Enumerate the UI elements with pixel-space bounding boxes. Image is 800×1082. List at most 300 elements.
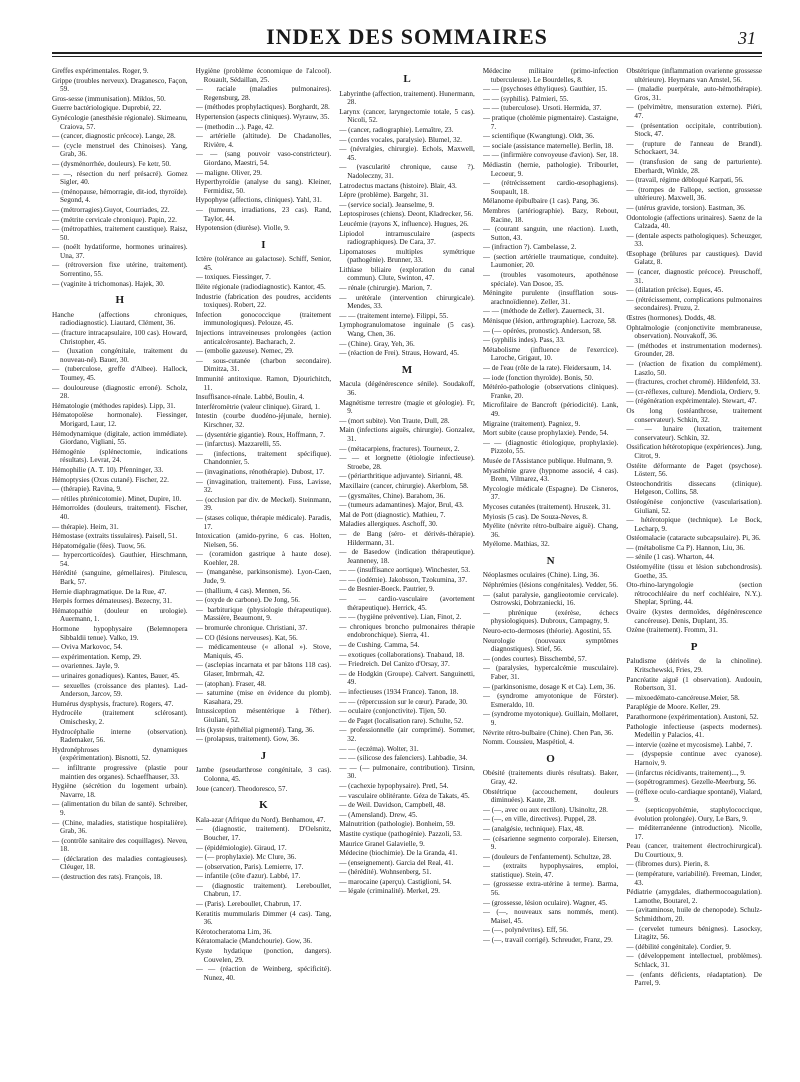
index-entry: Myélome. Mathias, 32. [482,540,550,549]
index-entry: — (rupture de l'anneau de Brandl). Schockaert, 34. [626,139,762,157]
index-entry: Hygiène (problème économique de l'alcool). Rouault, Sédaillan, 25. [195,67,332,84]
index-entry: — (gysmaïtes, Chine). Barahom, 36. [339,491,445,500]
index-entry: — (réaction de Frei). Straus, Howard, 45. [339,349,459,358]
index-entry: — barbiturique (physiologie thérapeutique). Massière, Beaumont, 9. [195,605,332,623]
section-letter-j: J [260,749,267,762]
index-entry: — (Paris). Lereboullet, Chabrun, 17. [195,900,302,909]
index-entry: — (luxation congénitale, traitement du nouveau-né). Bauer, 30. [52,347,188,364]
index-entry: Larynx (cancer, laryngectomie totale, 5 cas). Nicoli, 52. [339,107,475,125]
index-entry: — (tumeurs, irradiations, 23 cas). Rand, Taylor, 44. [195,205,332,223]
index-entry: Hernie diaphragmatique. De la Rue, 47. [52,587,167,596]
index-entry: Humérus dysphysis, fracture). Rogers, 47. [52,699,174,708]
index-entry: — (manganèse, parkinsonisme). Lyon-Caen, Jude, 9. [195,568,332,586]
index-entry: — sexuelles (croissance des plantes). Lad-Anderson, Jarcov, 59. [52,681,188,699]
index-entry: — (utérus gravide, torsion). Eastman, 36. [626,203,746,212]
index-entry: Immunité antitoxique. Ramon, Djourichitch, 11. [195,375,332,392]
index-entry: Mycoses cutanées (traitement). Hruszek, 31. [482,502,611,511]
index-entry: Myasthénie grave (hypnome associé, 4 cas). Brem, Vilmarez, 43. [482,466,619,484]
index-entry: — — (infirmière convoyeuse d'avion). Ser, 18. [482,151,619,160]
index-entry: Hémoptysies (Oxus cutané). Fischer, 22. [52,475,169,484]
index-entry: Insuffisance-rénale. Labbé, Boulin, 4. [195,393,305,402]
index-entry: — (métrite cervicale chronique). Papin, 22. [52,215,177,224]
index-entry: — (température, variabilité). Freeman, Linder, 43. [626,870,762,887]
index-entry: — (noélt hydatiforme, hormones urinaires). Una, 37. [52,243,188,260]
page-header [52,22,762,54]
index-entry: Neuro-ecto-dermoses (théorie). Agostini, 55. [482,627,612,636]
index-entry: Labyrinthe (affection, traitement). Hunermann, 28. [339,89,475,107]
index-entry: Méningite purulente (insufflation sous-arachnoïdienne). Zeller, 31. [482,289,619,306]
index-entry: — (—, en ville, directives). Puppel, 28. [482,815,597,824]
index-entry: — — (tuberculose). Ursoti. Hermida, 37. [482,104,602,113]
index-entry: — — cardio-vasculaire (avortement thérapeutique). Herrick, 45. [339,595,475,612]
index-entry: — (méthodes et instrumentation modernes). Grounder, 28. [626,341,762,359]
index-entry: — (extraits hypophysaires, emploi, statistique). Stein, 47. [482,862,619,879]
index-entry: Ozène (traitement). Fromm, 31. [626,626,718,635]
index-entry: — (enfants déficients, réadaptation). De Parrel, 9. [626,970,762,988]
index-entry: Maxillaire (cancer, chirurgie). Akerblom, 58. [339,481,469,490]
index-entry: Œsophage (brûlures par caustiques). David Galatz, 8. [626,249,762,267]
index-entry: Magnétisme terrestre (magie et géologie). Fr, 9. [339,398,475,416]
index-entry: Herpès formes démateuses). Bezecny, 31. [52,597,172,606]
index-entry: — (développement intellectuel, problèmes). Schlack, 31. [626,952,762,969]
index-entry: — — (psychoses éthyliques). Gauthier, 15. [482,85,608,94]
index-entry: — (invagination, traitement). Fuss, Lavisse, 32. [195,477,332,495]
index-entry: — (parkinsonisme, dosage K et Ca). Lem, 36. [482,682,616,691]
index-entry: — (contrôle sanitaire des coquillages). Neveu, 18. [52,836,188,854]
index-entry: Kérotocheratoma Lim, 36. [195,927,272,936]
index-entry: Hématopathie (douleur en urologie). Auermann, 1. [52,606,188,624]
index-entry: — — (syphilis). Palmieri, 55. [482,94,569,103]
index-entry: Hygiène (sécrétion du logement urbain). Navarre, 18. [52,782,188,799]
index-entry: — urétérale (intervention chirurgicale). Mendes, 33. [339,293,475,311]
index-entry: Névrite rétro-bulbaire (Chine). Chen Pan, 36. [482,728,614,737]
index-entry: — — (— pulmonaire, contribution). Tirsinn, 30. [339,763,475,781]
index-entry: — thérapie). Heim, 31. [52,522,119,531]
index-entry: Pancréatite aiguë (1 observation). Audouin, Robertson, 31. [626,675,762,693]
index-entry: — marocaine (aperçu). Castiglioni, 54. [339,877,452,886]
index-entry: — (rétrécissement, complications pulmonaires secondaires). Pruzu, 2. [626,295,762,313]
index-entry: Interféromètrie (valeur clinique). Girard, 1. [195,402,320,411]
index-entry: Migraine (traitement). Pagniez, 9. [482,419,581,428]
index-entry: — (—, polynévrites). Eff, 56. [482,926,569,935]
index-entry: — mixoedémato-cancéreuse.Meier, 58. [626,693,740,702]
index-entry: — (atophan). Fraser, 48. [195,679,266,688]
index-entry: — (coramidon gastrique à haute dose). Koehler, 28. [195,550,332,567]
index-entry: Iléite régionale (radiodiagnostic). Kantor, 45. [195,283,326,292]
section-letter-p: P [690,640,698,653]
index-entry: — méditerranéenne (introduction). Nicolle, 17. [626,824,762,841]
index-entry: — (méthodes prophylactiques). Borghardt, 28. [195,103,330,112]
index-entry: Neurologie (nouveaux symptômes diagnostiques). Stief, 56. [482,636,619,654]
index-entry: — — (insuffisance aortique). Winchester, 53. [339,566,471,575]
index-entry: — (grossesse extra-utérine à terme). Barma, 56. [482,880,619,898]
index-entry: — (service social). Jeanselme, 9. [339,200,434,209]
index-entry: — (Amensland). Drew, 45. [339,810,418,819]
index-entry: Hémogénie (splénectomie, indications résultats). Levrat, 24. [52,447,188,465]
index-entry: Hépatomégalie (fées). Tuow, 56. [52,541,146,550]
index-entry: — (mort subite). Von Traute, Dull, 28. [339,416,450,425]
index-entry: — (infarctus récidivants, traitement)..., 9. [626,768,746,777]
index-entry: — (syndrome myotonique). Guillain, Mollaret, 9. [482,710,619,727]
index-entry: Os long (ostéanthrose, traitement conservateur). Schkin, 32. [626,406,762,424]
index-entry: — (asclepias incarnata et par bâtons 118 cas). Glaser, Imbrmah, 42. [195,661,332,678]
index-entry: — hypercorticoïdes). Gauthier, Hirschmann, 54. [52,551,188,568]
index-entry: — (grossesse, lésion oculaire). Wagner, 45. [482,898,608,907]
index-entry: Grippe (troubles nerveux). Draganesco, Façon, 59. [52,76,188,94]
index-entry: — (épidémiologie). Giraud, 17. [195,843,287,852]
index-entry: — de Weil. Davidson, Campbell, 48. [339,801,446,810]
index-column-2 [196,67,332,1057]
index-entry: — de Besnier-Boeck. Pautrier, 9. [339,585,435,594]
index-entry: Météréo-pathologie (observations cliniques). Franke, 20. [482,383,619,400]
index-entry: Injections intraveineuses prolongées (action anticalcérosante). Bacharach, 2. [195,329,332,346]
index-entry: — — (traitement interne). Filippi, 55. [339,311,449,320]
index-entry: — (vaginite à trichomonas). Hajek, 30. [52,279,165,288]
section-letter-h: H [115,294,125,307]
index-entry: — oculaire (conjonctivite). Tijen, 50. [339,707,447,716]
index-column-1 [52,67,188,1057]
index-entry: — (embolie gazeuse). Nemec, 29. [195,347,294,356]
index-entry: — expérimentation. Kemp, 29. [52,652,142,661]
index-entry: Hémostase (extraits tissulaires). Paisell, 51. [52,532,178,541]
index-entry: — (déclaration des maladies contagieuses). Cléuger, 18. [52,854,188,872]
index-entry: — professionnelle (air comprimé). Sommer, 32. [339,726,475,743]
index-entry: — (observation, Paris). Lemierre, 17. [195,862,304,871]
index-entry: Malnutrition (pathologie). Bonheim, 59. [339,820,455,829]
index-entry: Infection gonococcique (traitement immunologiques). Pelouze, 45. [195,310,332,328]
index-entry: — légale (criminalité). Merkel, 29. [339,887,440,896]
index-entry: — sous-cutanée (charbon secondaire). Dimitza, 31. [195,356,332,374]
index-entry: — rétiles phrénicotomie). Minet, Dupire, 10. [52,494,182,503]
index-entry: — (maladie puerpérale, auto-hémothérapie). Gros, 31. [626,85,762,102]
index-entry: — — et lorgnette (étiologie infectieuse). Stroebe, 28. [339,454,475,471]
index-entry: — (transfusion de sang de parturiente). Eberhardt, Winkle, 28. [626,157,762,175]
index-entry: — de l'eau (rôle de la rate). Fleidersaum, 14. [482,364,612,372]
index-entry: — (diagnostic, traitement). D'Oelsnitz, Boucher, 17. [195,825,332,842]
index-entry: Latrodectus mactans (histoire). Blair, 43. [339,181,457,190]
index-entry: — de Hodgkin (Groupe). Calvert. Sanguinetti, 49. [339,669,475,687]
index-entry: — sociale (assistance maternelle). Berlin, 18. [482,141,614,150]
section-letter-l: L [403,73,411,85]
index-entry: — (métabolisme Ca P). Hannon, Liu, 36. [626,543,745,552]
index-entry: — (dyspepsie continue avec cyanose). Harnoiv, 9. [626,750,762,767]
index-entry: Médiastin (hernie, pathologie). Tribourlet, Lecoeur, 9. [482,160,619,178]
index-entry: Kala-azar (Afrique du Nord). Benhamou, 47. [195,815,326,824]
index-entry: Obstétrique (accouchement, douleurs diminuées). Kaute, 28. [482,787,619,805]
index-entry: — — lunaire (luxation, traitement conservateur). Schkin, 32. [626,425,762,442]
index-entry: Ophtalmologie (conjonctivite membraneuse, observation). Nouvakoff, 36. [626,323,762,341]
index-entry: — (Chine). Gray, Yeh, 36. [339,339,415,348]
index-entry: — intervie (ozène et mycosisme). Lahbé, 7. [626,740,753,749]
index-entry: Hyperthyroïdie (analyse du sang). Kleiner, Fermidisz, 50. [195,178,332,195]
index-entry: — chroniques broncho pulmonaires thérapie endobronchique). Sierra, 41. [339,622,475,640]
index-entry: Kératomalacie (Mandchourie). Gow, 36. [195,937,313,946]
index-entry: — — (iodémie). Jakobsson, Tzokumina, 37. [339,575,468,584]
index-entry: Oto-rhino-laryngologie (section rétrocochléaire du nerf cochléaire, N.Y.). Sheplar, Sprüng, 44. [626,581,762,607]
index-entry: — — (répercussion sur le cœur). Parade, 30. [339,697,468,706]
index-entry: Hématologie (méthodes rapides). Lipp, 31. [52,401,176,410]
index-entry: — (occlusion par div. de Meckel). Steinmann, 39. [195,495,332,513]
index-entry: Leucémie (rayons X, influence). Hugues, 26. [339,219,469,228]
index-columns [52,67,762,1057]
index-entry: Médecine militaire (primo-infection tuberculeuse). Le Bourdelles, 8. [482,67,619,84]
index-entry: — douloureuse (diagnostic erroné). Scholz, 28. [52,383,188,401]
index-entry: — (cancer, radiographie). Lemaître, 23. [339,125,454,134]
index-entry: Ostéomalacie (cataracte subcapsulaire). Pi, 36. [626,534,761,543]
index-entry: — (avitaminose, huile de chenopode). Schulz-Schmidthorn, 20. [626,906,762,924]
index-entry: — (stases colique, thérapie médicale). Paradis, 17. [195,513,332,531]
index-entry: Hémophilie (A. T. 10). Pfenninger, 33. [52,465,164,474]
index-entry: — (cancer, diagnostic précoce). Preuschoff, 31. [626,268,762,285]
index-entry: — (dilatation précise). Eques, 45. [626,286,724,295]
index-entry: Membres (artériographie). Bazy, Rebout, Racine, 18. [482,206,619,224]
index-entry: — (section artérielle traumatique, conduite). Laumonier, 20. [482,252,619,270]
index-entry: Hypertension (aspects cliniques). Wyrauw, 35. [195,112,330,121]
index-entry: — (paralysies, hypercalcémie musculaire). Faber, 31. [482,664,619,681]
index-entry: — (hérédité). Wohnsenberg, 51. [339,868,432,877]
index-entry: Obstétrique (inflammation ovarienne grossesse ultérieure). Heymans van Amstel, 56. [626,67,762,84]
index-entry: Néoplasmes oculaires (Chine). Ling, 36. [482,571,600,580]
index-entry: — (névralgies, chirurgie). Echols, Maxwell, 45. [339,145,475,162]
index-entry: — (vascularité chronique, cause ?). Nadoleczny, 31. [339,163,475,180]
index-entry: — (cachexie hypophysaire). Pretl, 54. [339,781,449,790]
index-entry: — (régénération expérimentale). Stewart, 47. [626,397,757,406]
index-entry: Intoxication (amido-pyrine, 6 cas. Holten, Nielsen, 56. [195,532,332,549]
index-entry: — vasculaire oblitérante. Géza de Takats, 45. [339,791,470,800]
index-entry: Ovaire (kystes dermoïdes, dégénérescence cancéreuse). Denis, Duplant, 35. [626,608,762,625]
index-entry: — (ondes courtes). Bisschembé, 57. [482,654,587,663]
index-entry: — (infraction ?). Cambelasse, 2. [482,243,577,252]
index-entry: — (tumeurs adamantines). Major, Brul, 43. [339,501,464,510]
index-entry: — (fibromes durs). Pierin, 8. [626,860,710,869]
index-entry: Main (infections aiguës, chirurgie). Gonzalez, 31. [339,426,475,443]
index-entry: — (cycle menstruel des Chinoises). Yang, Grab, 36. [52,141,188,159]
index-entry: — (sopétrogrammes). Gezelle-Meerburg, 56. [626,778,757,787]
index-entry: — (trompes de Fallope, section, grossesse ultérieure). Maxwell, 36. [626,185,762,203]
index-entry: — iode (fonction thyroïde). Bonis, 50. [482,373,594,382]
index-entry: Hémorroïdes (douleurs, traitement). Fischer, 40. [52,504,188,521]
index-entry: Osteochondritis dissecans (clinique). Helgeson, Collins, 58. [626,479,762,497]
index-entry: — (cervelet tumeurs bénignes). Lasocksy, Litagitz, 56. [626,924,762,942]
index-entry: — exotiques (collaborations). Tnabaud, 18. [339,650,465,659]
index-entry: — (salut paralysie, ganglieotomie cervicale). Ostrowski, Dobrzaniecki, 16. [482,590,619,608]
index-entry: — — (silicose des faïenciers). Lahbadie, 34. [339,754,468,763]
index-entry: — pratique (cholémie pigmentaire). Castaigne, 7. [482,113,619,131]
index-entry: — (— opérées, pronostic). Anderson, 58. [482,326,602,335]
section-letter-i: I [261,238,266,251]
index-entry: Hydrocéphalie interne (observation). Rademaker, 56. [52,727,188,745]
index-entry: — Friedreich. Del Canizo d'Orsay, 37. [339,660,450,669]
index-entry: — (périarthritique adjuvante). Sirianni, 48. [339,472,463,481]
index-entry: — (réflexe oculo-cardiaque spontané), Vialard, 9. [626,787,762,805]
index-entry: Hydronéphroses dynamiques (expérimentation). Bisnotti, 52. [52,745,188,763]
index-entry: — infiltrante progressive (plastie pour maintien des organes). Schaeffhauser, 33. [52,763,188,781]
index-entry: Musée de l'Assistance publique. Hulmann, 9. [482,456,613,465]
index-entry: Métabolisme (influence de l'exercice). Laroche, Grigaut, 10. [482,345,619,363]
index-column-4 [483,67,619,1057]
index-entry: — (diagnostic traitement). Lereboullet, Chabrun, 17. [195,881,332,899]
index-entry: — (syphilis indes). Pass, 33. [482,336,565,345]
index-entry: Jambe (pseudarthrose congénitale, 3 cas). Colonna, 45. [195,766,332,783]
index-entry: Mort subite (cause prophylaxie). Pende, 54. [482,429,609,438]
index-entry: Ostéogénèse conjonctive (vascularisation). Giuliani, 52. [626,497,762,515]
index-entry: — (cordes vocales, paralysie). Blumel, 32. [339,135,462,144]
index-entry: Parathormone (expérimentation). Austoni, 52. [626,712,759,721]
index-entry: Pathologie infectieuse (aspects modernes). Medellin y Palacios, 41. [626,722,762,740]
index-entry: Paludisme (dérivés de la chinoline). Kritschewski, Fries, 29. [626,657,762,674]
section-letter-n: N [546,554,555,567]
section-letter-o: O [546,752,555,765]
index-entry: — (troubles vasomoteurs, apothénose spéciale). Van Dosoe, 35. [482,271,619,288]
index-entry: — médicamenteuse (« allonal »). Stove, Maniquis, 45. [195,643,332,660]
index-entry: — (septicopyohémie, staphylococcique, évolution prolongée). Oury, Le Bars, 9. [626,805,762,823]
section-letter-m: M [401,363,413,376]
index-entry: Nomm. Coussieu, Maspétiol, 4. [482,738,575,747]
index-entry: — (syndrome amyotonique de Förster). Esmeraldo, 10. [482,692,619,709]
index-entry: — scientifique (Kwangtung). Oldt, 36. [482,132,595,141]
index-entry: — (rétrécissement cardio-œsophagiens). Soupault, 18. [482,179,619,196]
index-entry: — maligne. Oliver, 29. [195,168,262,177]
index-entry: — — (diagnostic étiologique, prophylaxie). Pizzolo, 55. [482,438,619,456]
index-entry: Ostéomyélite (tissu et lésion subchondrosis). Goethe, 35. [626,563,762,580]
index-entry: — — (réaction de Weinberg, spécificité). Nunez, 40. [195,965,332,982]
index-entry: — (enseignement). Garcia del Real, 41. [339,858,454,867]
index-entry: Médecine (biochimie). De la Granda, 41. [339,849,458,858]
index-column-3 [339,67,475,1057]
index-entry: — (Chine, maladies, statistique hospitalière). Grab, 36. [52,818,188,836]
index-entry: — (—, nouveaux sans nommés, ment). Maisel, 45. [482,908,619,925]
index-entry: — toxiques. Fiessinger, 7. [195,273,271,282]
index-entry: — (ménopause, hémorragie, dit-iod, thyroïde). Segond, 4. [52,187,188,205]
index-entry: Hérédité (sanguine, gémellaires). Pitulescu, Bark, 57. [52,569,188,587]
index-entry: — (thérapie). Ravina, 9. [52,485,122,494]
index-entry: Kyste hydatique (ponction, dangers). Couvelen, 29. [195,947,332,964]
index-entry: — (pelvimètre, mensuration externe). Piéri, 47. [626,103,762,120]
index-entry: Greffes expérimentales. Roger, 9. [52,67,149,75]
index-entry: — (rétroversion fixe utérine, traitement). Sorrentino, 55. [52,261,188,279]
index-entry: Peau (cancer, traitement électrochirurgical). Du Courtioux, 9. [626,842,762,859]
index-entry: — raciale (maladies pulmonaires). Regensburg, 28. [195,85,332,102]
index-entry: Paraplégie de Moore. Keller, 29. [626,703,721,712]
index-entry: Odontologie (affections urinaires). Saenz de la Calzada, 40. [626,213,762,231]
index-entry: — infantile (côte d'azur). Labbé, 17. [195,872,301,881]
index-entry: Hémodynamique (digitale, action immédiate). Giordano, Vigliani, 55. [52,429,188,447]
index-entry: Intussiception mésentérique à l'éther). Giuliani, 52. [195,707,332,724]
index-entry: Gynécologie (anesthésie régionale). Skimeanu, Craiova, 57. [52,113,188,131]
index-entry: — urinaires gonadiques). Kantes, Bauer, 45. [52,672,180,680]
index-entry: Hanche (affections chroniques, radiodiagnostic). Liautard, Clément, 36. [52,310,188,328]
index-entry: Lipiodol intramusculaire (aspects radiographiques). De Cara, 37. [339,229,475,247]
index-entry: — (analgésie, technique). Flax, 48. [482,824,584,833]
page-number: 31 [738,28,756,48]
index-entry: — infectieuses (1934 France). Tanon, 18. [339,688,459,696]
index-entry: Iris (kyste épithélial pigmenté). Tang, 36. [195,725,315,734]
index-entry: Pédiatrie (amygdales, diathermocoagulation). Lamothe, Boutarel, 2. [626,888,762,905]
index-entry: Ménisque (lésion, arthrographie). Lacroze, 58. [482,317,617,326]
index-entry: — (courant sanguin, une réaction). Lueth, Sutton, 43. [482,225,619,242]
index-entry: Myélite (névrite rétro-bulbaire aiguë). Chang, 36. [482,522,619,539]
index-entry: — (dysménorrhée, douleurs). Fe ketr, 50. [52,159,171,168]
index-entry: — de Cushing. Camma, 54. [339,641,420,650]
index-entry: Myiosis (5 cas). De Souza-Neves, 8. [482,512,588,521]
index-entry: — — (hygiène préventive). Lian, Finot, 2. [339,613,462,622]
index-entry: Lèpre (problème). Bargehr, 31. [339,191,429,200]
index-entry: — —, résection du nerf présacré). Gomez Sigler, 40. [52,169,188,187]
index-entry: — (—, travail corrigé). Schreuder, Franz, 29. [482,936,613,945]
index-entry: Hypotension (diurèse). Violle, 9. [195,224,290,233]
index-entry: — de Basedow (indication thérapeutique). Jeanneney, 18. [339,548,475,565]
index-entry: — hétérotopique (technique). Le Bock, Lecharp, 9. [626,516,762,533]
index-entry: Microfilaire de Bancroft (périodicité). Lank, 49. [482,401,619,418]
index-entry: — CO (lésions nerveuses). Kat, 56. [195,633,298,642]
index-entry: Mycologie médicale (Espagne). De Cisneros, 37. [482,484,619,502]
index-entry: — (travail, régime débloqué Karpati, 56. [626,176,744,185]
index-entry: Hypophyse (affections, cliniques). Yahl, 31. [195,196,322,205]
index-entry: — (réaction de fixation du complément). Laszlo, 50. [626,360,762,377]
index-entry: Néphrémies (lésions congénitales). Vedder, 56. [482,581,618,590]
index-entry: Ossification hétérotopique (expériences). Jung, Citrot, 9. [626,443,762,460]
index-entry: — (methodin ...). Page, 42. [195,122,274,131]
index-entry: — (—, avec ou aux rectilon). Ulsinoltz, 28. [482,805,608,814]
index-entry: — (fracture intracapsulaire, 100 cas). Howard, Christopher, 45. [52,329,188,346]
index-column-5 [626,67,762,1057]
index-entry: — (invaginations, rénothérapie). Dubost, 17. [195,467,325,476]
index-entry: Obésité (traitements diurès résultats). Baker, Gray, 42. [482,769,619,786]
index-entry: — (oxyde de carbone). De Jong, 56. [195,596,300,605]
index-entry: Macula (dégénérescence sénile). Soudakoff, 36. [339,380,475,397]
index-entry: Intestin (courbe duodéno-jéjunale, hernie). Kirschner, 32. [195,412,332,429]
index-entry: — artérielle (altitude). De Chadanolles, Rivière, 4. [195,132,332,149]
index-entry: — phrénique (exérèse, échecs physiologiques). Dubroux, Campagny, 9. [482,608,619,626]
index-entry: — bromurée chronique. Christiani, 37. [195,624,308,633]
index-entry: — — (eczéma). Wolter, 31. [339,744,419,753]
index-entry: — (césarienne segmento corporale). Eitersen, 9. [482,834,619,852]
index-entry: — (infarctus). Mazzarelli, 55. [195,440,282,449]
index-entry: Lipomatoses multiples symétrique (pathogénie). Brunner, 33. [339,247,475,265]
index-entry: Mal de Pott (diagnostic). Mathieu, 7. [339,510,446,519]
section-letter-k: K [259,799,268,812]
index-entry: — (— prophylaxie). Mc Clure, 36. [195,853,297,862]
index-entry: Lithiase biliaire (exploration du canal commun). Clute, Swinton, 47. [339,265,475,283]
index-entry: Mastite cystique (pathogénie). Pazzoli, 53. [339,829,462,838]
index-entry: — (cr-réflexes, culture). Mendiola, Ordierv, 9. [626,387,760,396]
index-entry: — Oviva Markovoc, 54. [52,643,123,652]
index-entry: — sénile (1 cas). Wharton, 44. [626,553,715,562]
index-entry: — (dentale aspects pathologiques). Scheuzger, 33. [626,231,762,249]
index-entry: — (cancer, diagnostic précoce). Lange, 28. [52,132,176,141]
index-entry: — (métacarpiens, fractures). Tourneux, 2. [339,444,460,453]
index-entry: — ovariennes. Jayle, 9. [52,662,120,671]
index-entry: — (dysentérie gigantie). Roux, Hoffmann, 7. [195,430,326,439]
index-entry: — (douleurs de l'enfantement). Schultze, 28. [482,852,612,861]
index-entry: — (fractures, crochet chromé). Hildenfeld, 33. [626,378,761,387]
index-entry: — (métrorragies).Guyot, Courriades, 22. [52,205,170,214]
index-entry: Hydrocèle (traitement sclérosant). Omischesky, 2. [52,709,188,726]
index-entry: — (tuberculose, greffe d'Albee). Hallock, Toumey, 45. [52,365,188,382]
page-title: INDEX DES SOMMAIRES [266,24,548,49]
index-entry: Lymphogranulomatose inguinale (5 cas). Wang, Chen, 36. [339,321,475,339]
index-entry: Ictère (tolérance au galactose). Schiff, Senior, 45. [195,255,332,272]
index-entry: Gros-sesse (immunisation). Miklos, 50. [52,94,166,103]
index-entry: — de Bang (séro- et dérivés-thérapie). Hildermann, 31. [339,529,475,547]
index-entry: — (destruction des rats). François, 18. [52,873,163,882]
index-entry: Ostéite déformante de Paget (psychose). Lösterr, 56. [626,461,762,479]
index-entry: Maladies allergiques. Aschoff, 30. [339,520,438,529]
index-entry: — (métropathies, traitement caustique). Raisz, 50. [52,225,188,242]
index-entry: — saturnine (mise en évidence du plomb). Kasahara, 29. [195,689,332,706]
index-entry: — (débilité congénitale). Cordier, 9. [626,942,731,951]
index-entry: — — (sang pouvoir vaso-constricteur). Giordano, Maestri, 54. [195,150,332,167]
